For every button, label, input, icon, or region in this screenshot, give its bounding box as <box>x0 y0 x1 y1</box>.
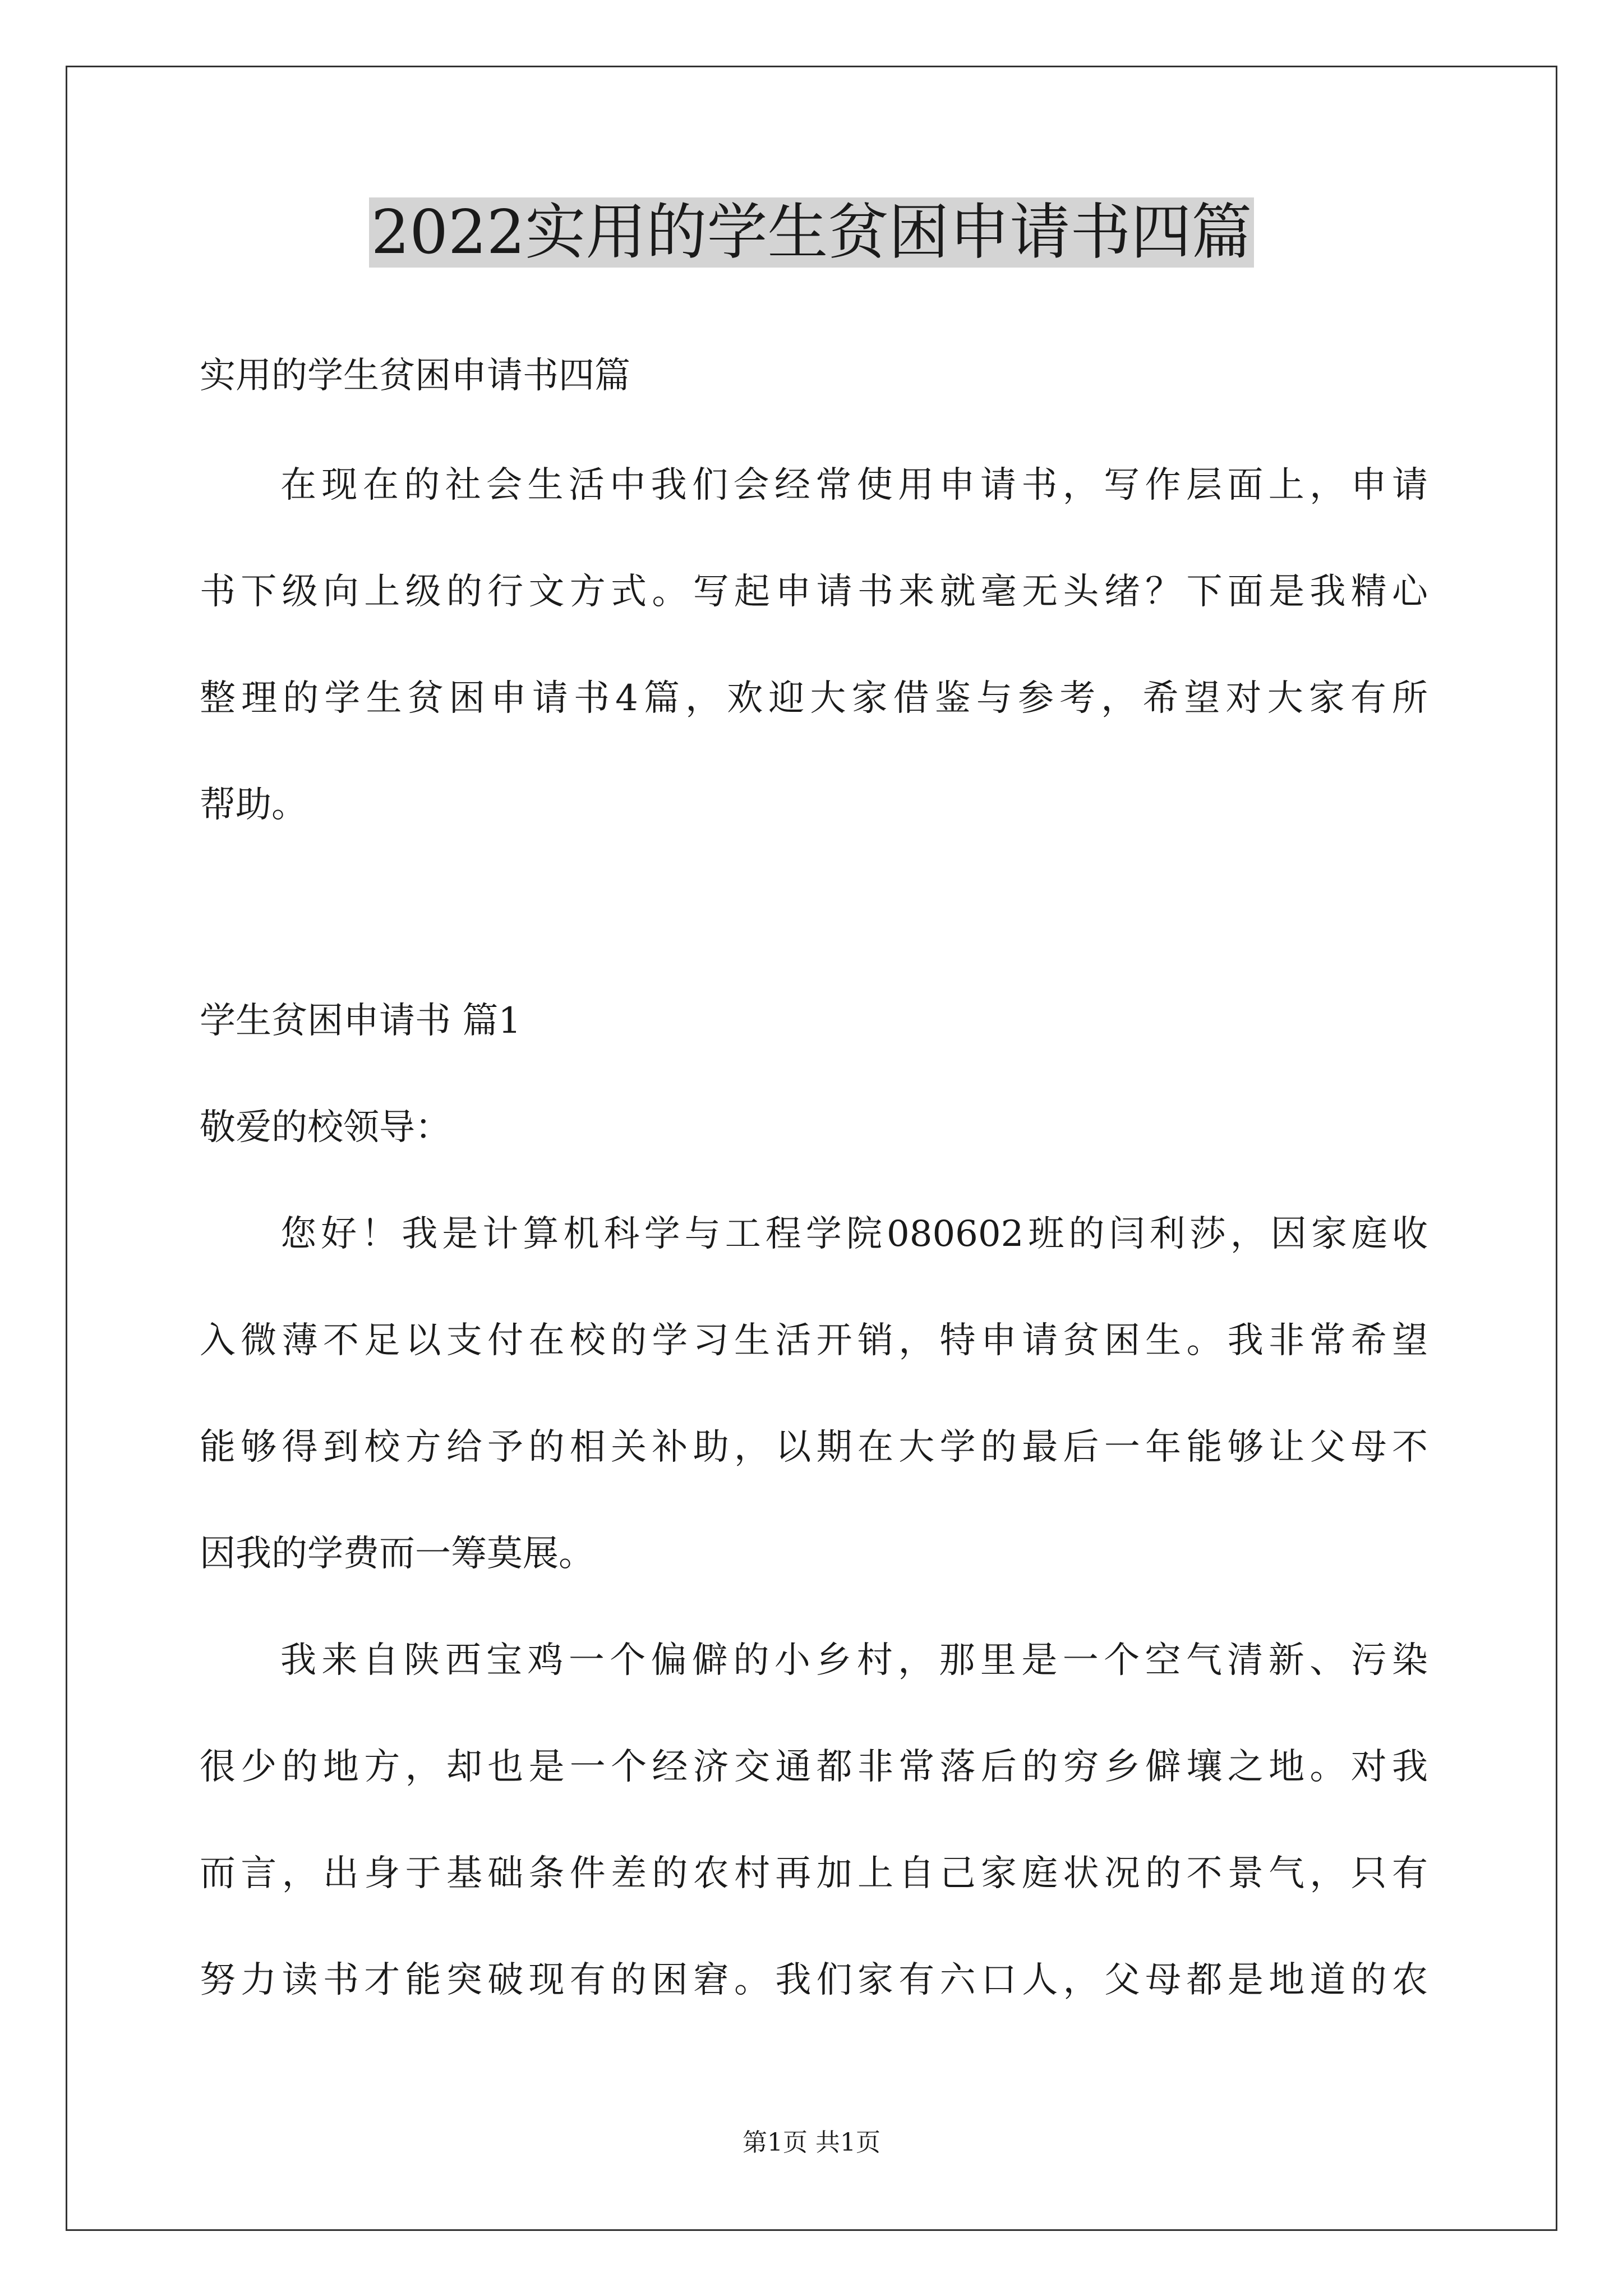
document-title <box>0 191 1623 275</box>
intro-line: 帮助。 <box>200 784 307 826</box>
intro-line: 在现在的社会生活中我们会经常使用申请书，写作层面上，申请 <box>280 464 1428 506</box>
page-footer: 第1页 共1页 <box>743 2128 880 2157</box>
paragraph-line: 能够得到校方给予的相关补助，以期在大学的最后一年能够让父母不 <box>200 1427 1428 1468</box>
subtitle: 实用的学生贫困申请书四篇 <box>200 355 630 397</box>
salutation: 敬爱的校领导： <box>200 1107 451 1148</box>
paragraph-line: 我来自陕西宝鸡一个偏僻的小乡村，那里是一个空气清新、污染 <box>280 1640 1428 1681</box>
paragraph-line: 努力读书才能突破现有的困窘。我们家有六口人，父母都是地道的农 <box>200 1959 1428 2001</box>
paragraph-line: 而言，出身于基础条件差的农村再加上自己家庭状况的不景气，只有 <box>200 1853 1428 1894</box>
intro-line: 书下级向上级的行文方式。写起申请书来就毫无头绪？下面是我精心 <box>200 571 1428 613</box>
paragraph-line: 入微薄不足以支付在校的学习生活开销，特申请贫困生。我非常希望 <box>200 1320 1428 1361</box>
paragraph-line: 您好！我是计算机科学与工程学院080602班的闫利莎，因家庭收 <box>280 1213 1428 1255</box>
document-title-text: 2022实用的学生贫困申请书四篇 <box>369 197 1255 268</box>
intro-line: 整理的学生贫困申请书4篇，欢迎大家借鉴与参考，希望对大家有所 <box>200 678 1428 719</box>
paragraph-line: 很少的地方，却也是一个经济交通都非常落后的穷乡僻壤之地。对我 <box>200 1746 1428 1788</box>
section-heading: 学生贫困申请书 篇1 <box>200 1000 522 1042</box>
paragraph-line: 因我的学费而一筹莫展。 <box>200 1533 594 1575</box>
